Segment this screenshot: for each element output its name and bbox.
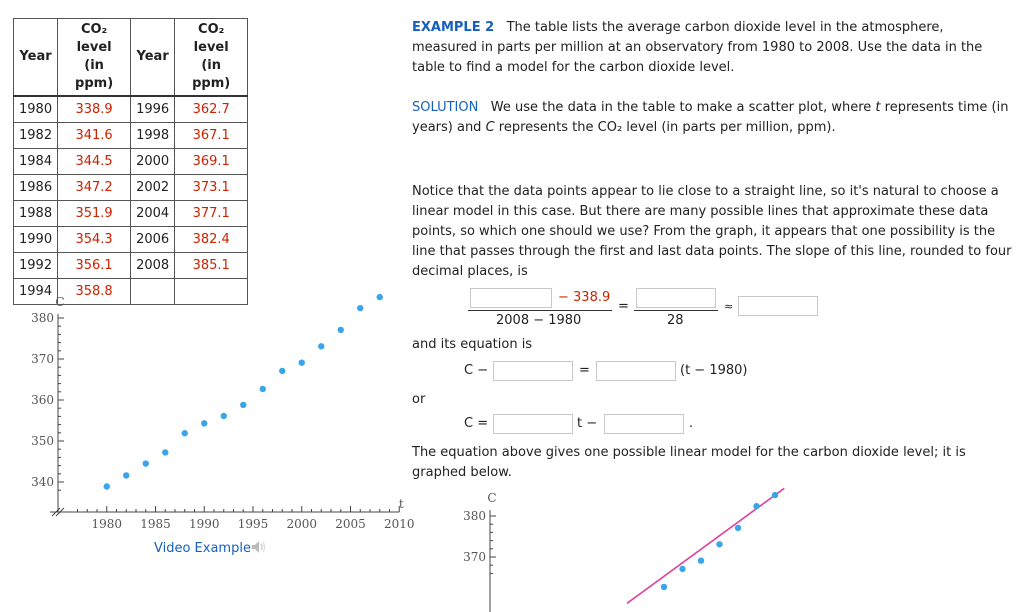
data-point bbox=[143, 460, 149, 466]
video-example-label[interactable]: Video Example bbox=[154, 541, 251, 556]
data-point bbox=[182, 430, 188, 436]
header-co2-line1: CO₂ level bbox=[76, 22, 112, 55]
table-cell-value: 367.1 bbox=[175, 123, 248, 149]
data-point bbox=[753, 503, 759, 509]
table-cell-value: 351.9 bbox=[58, 201, 131, 227]
table-cell-year: 1998 bbox=[131, 123, 175, 149]
x-axis-label: t bbox=[398, 497, 404, 511]
slope-simplified-numerator-input[interactable] bbox=[636, 288, 716, 308]
table-cell-year: 1992 bbox=[14, 253, 58, 279]
table-cell-value: 347.2 bbox=[58, 175, 131, 201]
x-tick-label: 2010 bbox=[383, 517, 415, 531]
data-point bbox=[661, 584, 667, 590]
solution-label: SOLUTION bbox=[412, 100, 479, 115]
co2-linear-model-plot bbox=[452, 488, 772, 612]
solution-text-c: represents the CO₂ level (in parts per million, ppm). bbox=[494, 120, 836, 135]
eq-t-part: (t − 1980) bbox=[680, 363, 748, 378]
fraction-bar-1 bbox=[468, 310, 612, 311]
closing-paragraph: The equation above gives one possible linear model for the carbon dioxide level; it is graphed below. bbox=[412, 445, 966, 480]
y-tick-label: 350 bbox=[31, 434, 54, 448]
table-cell-value: 338.9 bbox=[58, 96, 131, 123]
eq-y-intercept-input[interactable] bbox=[493, 361, 573, 381]
data-point bbox=[735, 525, 741, 531]
eq-c-minus: C − bbox=[464, 363, 489, 378]
table-cell-year: 2002 bbox=[131, 175, 175, 201]
table-cell-year: 1988 bbox=[14, 201, 58, 227]
example-intro-text: The table lists the average carbon dioxide level in the atmosphere, measured in parts per million at an observatory from 1980 to 2008. Use the data in the table to find a model for the carbon dioxide level. bbox=[412, 20, 983, 75]
header-co2-line2: (in ppm) bbox=[75, 58, 114, 91]
data-point bbox=[679, 566, 685, 572]
example-label: EXAMPLE 2 bbox=[412, 20, 495, 35]
table-row bbox=[14, 149, 248, 175]
data-point bbox=[357, 305, 363, 311]
eq2-intercept-input[interactable] bbox=[604, 414, 684, 434]
header-co2-line1: CO₂ level bbox=[193, 22, 229, 55]
data-point bbox=[260, 386, 266, 392]
slope-rounded-input[interactable] bbox=[738, 296, 818, 316]
x-tick-label: 1995 bbox=[237, 517, 269, 531]
solution-text-a: We use the data in the table to make a scatter plot, where bbox=[490, 100, 876, 115]
y-tick-label: 380 bbox=[31, 311, 54, 325]
co2-scatter-plot bbox=[20, 292, 415, 532]
table-cell-year: 1980 bbox=[14, 96, 58, 123]
table-cell-value: 356.1 bbox=[58, 253, 131, 279]
video-example-link[interactable] bbox=[154, 540, 267, 556]
data-point bbox=[772, 492, 778, 498]
slope-numerator-given: − 338.9 bbox=[558, 290, 611, 305]
solution-text-b: represents time (in years) and bbox=[412, 100, 1009, 135]
table-cell-year: 1990 bbox=[14, 227, 58, 253]
or-label: or bbox=[412, 392, 426, 407]
data-point bbox=[299, 359, 305, 365]
data-point bbox=[279, 368, 285, 374]
var-c: C bbox=[485, 120, 495, 135]
table-cell-value: 344.5 bbox=[58, 149, 131, 175]
var-t: t bbox=[875, 100, 881, 115]
x-tick-label: 1985 bbox=[140, 517, 171, 531]
y-axis-label: C bbox=[487, 491, 497, 505]
data-point bbox=[318, 343, 324, 349]
data-point bbox=[104, 483, 110, 489]
x-tick-label: 1990 bbox=[188, 517, 220, 531]
table-cell-value: 377.1 bbox=[175, 201, 248, 227]
table-row bbox=[14, 123, 248, 149]
co2-data-table bbox=[13, 18, 248, 305]
data-point bbox=[240, 402, 246, 408]
eq2-slope-input[interactable] bbox=[493, 414, 573, 434]
y-tick-label: 370 bbox=[31, 352, 54, 366]
table-row bbox=[14, 253, 248, 279]
y-axis-label: C bbox=[55, 295, 65, 309]
table-cell-value: 341.6 bbox=[58, 123, 131, 149]
y-tick-label: 370 bbox=[463, 550, 486, 564]
table-cell-value: 358.8 bbox=[58, 279, 131, 305]
table-cell-value: 385.1 bbox=[175, 253, 248, 279]
y-tick-label: 340 bbox=[31, 475, 54, 489]
notice-paragraph: Notice that the data points appear to lie close to a straight line, so it's natural to choose a linear model in this case. But there are many possible lines that approximate these data points, so which one should we use? From the graph, it appears that one possibility is the line that passes through the first and last data points. The slope of this line, rounded to four decimal places, is bbox=[412, 184, 1012, 279]
table-cell-year: 2000 bbox=[131, 149, 175, 175]
y-tick-label: 360 bbox=[31, 393, 54, 407]
header-co2-2 bbox=[175, 19, 248, 97]
data-point bbox=[377, 294, 383, 300]
eq-equals: = bbox=[579, 363, 590, 378]
eq-slope-input[interactable] bbox=[596, 361, 676, 381]
data-point bbox=[162, 449, 168, 455]
table-cell-year: 2008 bbox=[131, 253, 175, 279]
equation-intro: and its equation is bbox=[412, 337, 533, 352]
data-point bbox=[698, 557, 704, 563]
eq2-c-equals: C = bbox=[464, 416, 489, 431]
approx-sign: ≈ bbox=[724, 300, 734, 313]
table-cell-year: 1994 bbox=[14, 279, 58, 305]
slope-denominator: 2008 − 1980 bbox=[496, 313, 582, 328]
table-cell-value: 354.3 bbox=[58, 227, 131, 253]
table-cell-value: 382.4 bbox=[175, 227, 248, 253]
denominator-28: 28 bbox=[667, 313, 684, 328]
table-cell-year: 1986 bbox=[14, 175, 58, 201]
y-tick-label: 380 bbox=[463, 509, 486, 523]
example-intro bbox=[412, 18, 1012, 78]
table-row bbox=[14, 175, 248, 201]
header-year-2: Year bbox=[131, 19, 175, 97]
table-cell-year: 1982 bbox=[14, 123, 58, 149]
table-cell-value: 369.1 bbox=[175, 149, 248, 175]
fraction-bar-2 bbox=[634, 310, 718, 311]
data-point bbox=[716, 541, 722, 547]
x-tick-label: 2005 bbox=[335, 517, 366, 531]
table-cell-value: 362.7 bbox=[175, 96, 248, 123]
table-row bbox=[14, 227, 248, 253]
data-point bbox=[338, 327, 344, 333]
header-co2-1 bbox=[58, 19, 131, 97]
x-tick-label: 2000 bbox=[286, 517, 318, 531]
equals-sign: = bbox=[618, 299, 629, 314]
table-cell-year: 1996 bbox=[131, 96, 175, 123]
model-line bbox=[627, 488, 784, 603]
data-point bbox=[123, 472, 129, 478]
speaker-icon bbox=[251, 540, 267, 554]
eq2-t-minus: t − bbox=[577, 416, 598, 431]
header-year-1: Year bbox=[14, 19, 58, 97]
eq2-period: . bbox=[689, 416, 694, 431]
table-cell-year: 1984 bbox=[14, 149, 58, 175]
slope-numerator-input[interactable] bbox=[470, 288, 552, 308]
table-row bbox=[14, 96, 248, 123]
data-point bbox=[221, 413, 227, 419]
table-cell-value: 373.1 bbox=[175, 175, 248, 201]
x-tick-label: 1980 bbox=[91, 517, 123, 531]
table-cell-year: 2006 bbox=[131, 227, 175, 253]
table-cell-year: 2004 bbox=[131, 201, 175, 227]
header-co2-line2: (in ppm) bbox=[192, 58, 231, 91]
table-row bbox=[14, 201, 248, 227]
data-point bbox=[201, 420, 207, 426]
solution-paragraph bbox=[412, 98, 1012, 138]
